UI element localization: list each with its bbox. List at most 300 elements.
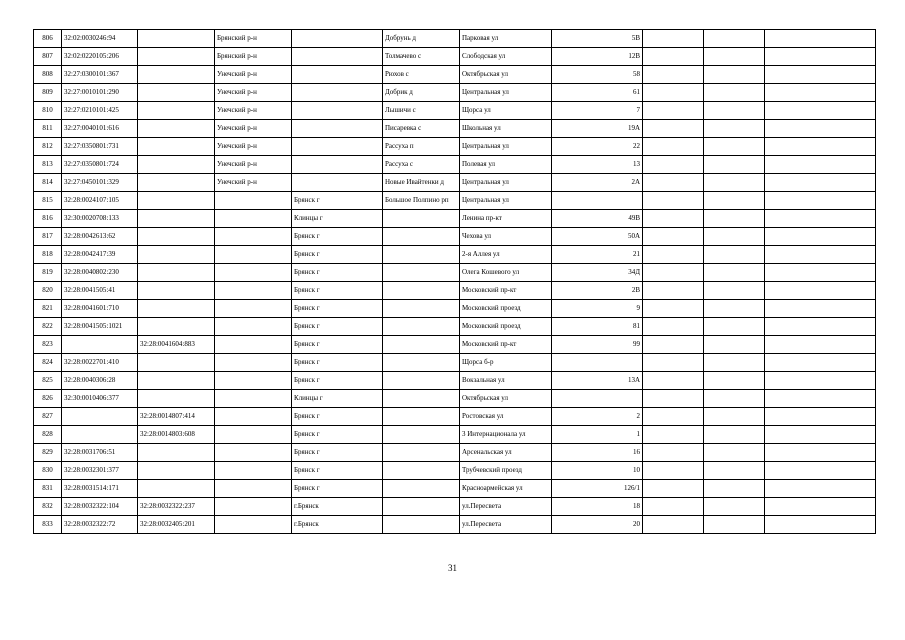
settlement-cell: Лышичи с xyxy=(383,102,460,120)
cadastral-number-2-cell xyxy=(138,102,215,120)
district-cell xyxy=(215,390,292,408)
cadastral-number-cell: 32:27:0350801:724 xyxy=(62,156,138,174)
cadastral-number-2-cell xyxy=(138,174,215,192)
house-cell: 50А xyxy=(552,228,643,246)
district-cell xyxy=(215,462,292,480)
settlement-cell xyxy=(383,480,460,498)
city-cell: Брянск г xyxy=(292,264,383,282)
street-cell: Ленина пр-кт xyxy=(460,210,552,228)
district-cell xyxy=(215,372,292,390)
cadastral-number-cell: 32:28:0031706:51 xyxy=(62,444,138,462)
settlement-cell: Добрунь д xyxy=(383,30,460,48)
settlement-cell xyxy=(383,282,460,300)
empty-cell xyxy=(704,48,765,66)
city-cell: Брянск г xyxy=(292,462,383,480)
cadastral-number-2-cell xyxy=(138,282,215,300)
house-cell: 12В xyxy=(552,48,643,66)
cadastral-number-cell: 32:02:0030246:94 xyxy=(62,30,138,48)
empty-cell xyxy=(765,444,876,462)
empty-cell xyxy=(704,156,765,174)
district-cell: Унечский р-н xyxy=(215,84,292,102)
empty-cell xyxy=(643,372,704,390)
house-cell: 2 xyxy=(552,408,643,426)
settlement-cell xyxy=(383,264,460,282)
district-cell xyxy=(215,282,292,300)
row-number-cell: 818 xyxy=(34,246,62,264)
street-cell: Щорса ул xyxy=(460,102,552,120)
empty-cell xyxy=(765,462,876,480)
district-cell: Унечский р-н xyxy=(215,120,292,138)
city-cell: Клинцы г xyxy=(292,390,383,408)
cadastral-number-2-cell xyxy=(138,30,215,48)
settlement-cell: Большое Полпино рп xyxy=(383,192,460,210)
row-number-cell: 811 xyxy=(34,120,62,138)
empty-cell xyxy=(704,192,765,210)
house-cell xyxy=(552,192,643,210)
empty-cell xyxy=(765,336,876,354)
cadastral-number-cell: 32:28:0042613:62 xyxy=(62,228,138,246)
street-cell: Октябрьская ул xyxy=(460,66,552,84)
table-row xyxy=(34,210,876,228)
settlement-cell xyxy=(383,444,460,462)
city-cell: Брянск г xyxy=(292,354,383,372)
house-cell xyxy=(552,354,643,372)
empty-cell xyxy=(643,462,704,480)
city-cell xyxy=(292,156,383,174)
empty-cell xyxy=(704,336,765,354)
city-cell: Брянск г xyxy=(292,372,383,390)
empty-cell xyxy=(765,84,876,102)
empty-cell xyxy=(704,30,765,48)
settlement-cell: Новые Ивайтенки д xyxy=(383,174,460,192)
house-cell: 99 xyxy=(552,336,643,354)
empty-cell xyxy=(643,120,704,138)
district-cell xyxy=(215,408,292,426)
district-cell xyxy=(215,354,292,372)
house-cell: 2В xyxy=(552,282,643,300)
table-row xyxy=(34,408,876,426)
empty-cell xyxy=(704,84,765,102)
cadastral-number-2-cell: 32:28:0014803:608 xyxy=(138,426,215,444)
city-cell: Брянск г xyxy=(292,336,383,354)
table-row xyxy=(34,282,876,300)
district-cell xyxy=(215,480,292,498)
row-number-cell: 823 xyxy=(34,336,62,354)
cadastral-number-cell: 32:28:0040306:28 xyxy=(62,372,138,390)
district-cell: Унечский р-н xyxy=(215,156,292,174)
house-cell: 19А xyxy=(552,120,643,138)
street-cell: Красноармейская ул xyxy=(460,480,552,498)
empty-cell xyxy=(765,390,876,408)
settlement-cell: Рассуха с xyxy=(383,156,460,174)
empty-cell xyxy=(704,264,765,282)
cadastral-number-2-cell xyxy=(138,120,215,138)
cadastral-number-2-cell xyxy=(138,462,215,480)
empty-cell xyxy=(643,156,704,174)
table-row xyxy=(34,138,876,156)
empty-cell xyxy=(704,228,765,246)
cadastral-number-2-cell xyxy=(138,390,215,408)
city-cell: Брянск г xyxy=(292,192,383,210)
table-row xyxy=(34,354,876,372)
district-cell: Брянский р-н xyxy=(215,48,292,66)
table-row xyxy=(34,480,876,498)
district-cell xyxy=(215,210,292,228)
empty-cell xyxy=(765,156,876,174)
street-cell: Слободская ул xyxy=(460,48,552,66)
row-number-cell: 815 xyxy=(34,192,62,210)
house-cell: 2А xyxy=(552,174,643,192)
cadastral-number-2-cell xyxy=(138,84,215,102)
street-cell: 2-я Аллея ул xyxy=(460,246,552,264)
cadastral-number-cell: 32:02:0220105:206 xyxy=(62,48,138,66)
empty-cell xyxy=(765,426,876,444)
district-cell xyxy=(215,516,292,534)
city-cell: Брянск г xyxy=(292,408,383,426)
table-row xyxy=(34,426,876,444)
empty-cell xyxy=(643,282,704,300)
empty-cell xyxy=(643,192,704,210)
street-cell: Полевая ул xyxy=(460,156,552,174)
city-cell: г.Брянск xyxy=(292,516,383,534)
house-cell: 21 xyxy=(552,246,643,264)
cadastral-number-2-cell xyxy=(138,192,215,210)
empty-cell xyxy=(643,210,704,228)
cadastral-number-2-cell: 32:28:0041604:883 xyxy=(138,336,215,354)
house-cell: 9 xyxy=(552,300,643,318)
empty-cell xyxy=(643,246,704,264)
cadastral-number-cell xyxy=(62,408,138,426)
street-cell: Школьная ул xyxy=(460,120,552,138)
empty-cell xyxy=(765,408,876,426)
empty-cell xyxy=(643,228,704,246)
city-cell xyxy=(292,174,383,192)
row-number-cell: 813 xyxy=(34,156,62,174)
settlement-cell xyxy=(383,426,460,444)
cadastral-number-cell: 32:28:0041505:1021 xyxy=(62,318,138,336)
empty-cell xyxy=(643,300,704,318)
row-number-cell: 807 xyxy=(34,48,62,66)
district-cell xyxy=(215,246,292,264)
row-number-cell: 829 xyxy=(34,444,62,462)
table-row xyxy=(34,444,876,462)
empty-cell xyxy=(704,282,765,300)
cadastral-number-2-cell xyxy=(138,318,215,336)
district-cell xyxy=(215,498,292,516)
empty-cell xyxy=(704,462,765,480)
table-row xyxy=(34,246,876,264)
page-number: 31 xyxy=(448,563,457,573)
district-cell xyxy=(215,300,292,318)
settlement-cell xyxy=(383,390,460,408)
table-row xyxy=(34,66,876,84)
street-cell: Центральная ул xyxy=(460,138,552,156)
street-cell: Центральная ул xyxy=(460,174,552,192)
empty-cell xyxy=(704,246,765,264)
empty-cell xyxy=(765,372,876,390)
empty-cell xyxy=(765,174,876,192)
table-row xyxy=(34,84,876,102)
empty-cell xyxy=(643,48,704,66)
empty-cell xyxy=(765,138,876,156)
cadastral-number-cell: 32:28:0040802:230 xyxy=(62,264,138,282)
district-cell: Унечский р-н xyxy=(215,174,292,192)
cadastral-number-2-cell: 32:28:0014807:414 xyxy=(138,408,215,426)
street-cell: Московский проезд xyxy=(460,300,552,318)
table-row xyxy=(34,30,876,48)
settlement-cell: Рассуха п xyxy=(383,138,460,156)
street-cell: Трубчевский проезд xyxy=(460,462,552,480)
empty-cell xyxy=(704,318,765,336)
street-cell: Щорса б-р xyxy=(460,354,552,372)
city-cell: Брянск г xyxy=(292,318,383,336)
settlement-cell: Добрик д xyxy=(383,84,460,102)
empty-cell xyxy=(704,390,765,408)
district-cell xyxy=(215,192,292,210)
street-cell: Московский пр-кт xyxy=(460,282,552,300)
empty-cell xyxy=(643,30,704,48)
empty-cell xyxy=(765,102,876,120)
street-cell: Парковая ул xyxy=(460,30,552,48)
row-number-cell: 819 xyxy=(34,264,62,282)
row-number-cell: 833 xyxy=(34,516,62,534)
empty-cell xyxy=(765,66,876,84)
district-cell: Унечский р-н xyxy=(215,66,292,84)
district-cell xyxy=(215,318,292,336)
house-cell: 5В xyxy=(552,30,643,48)
cadastral-number-2-cell xyxy=(138,264,215,282)
settlement-cell xyxy=(383,318,460,336)
empty-cell xyxy=(704,426,765,444)
settlement-cell xyxy=(383,336,460,354)
house-cell xyxy=(552,390,643,408)
city-cell: Брянск г xyxy=(292,246,383,264)
cadastral-number-cell: 32:30:0020708:133 xyxy=(62,210,138,228)
street-cell: Центральная ул xyxy=(460,84,552,102)
empty-cell xyxy=(765,318,876,336)
row-number-cell: 830 xyxy=(34,462,62,480)
cadastral-number-2-cell xyxy=(138,210,215,228)
house-cell: 10 xyxy=(552,462,643,480)
empty-cell xyxy=(765,354,876,372)
register-table xyxy=(33,29,876,534)
empty-cell xyxy=(643,102,704,120)
empty-cell xyxy=(643,336,704,354)
empty-cell xyxy=(765,246,876,264)
street-cell: 3 Интернационала ул xyxy=(460,426,552,444)
empty-cell xyxy=(643,498,704,516)
cadastral-number-2-cell xyxy=(138,372,215,390)
settlement-cell: Рюхов с xyxy=(383,66,460,84)
city-cell xyxy=(292,102,383,120)
cadastral-number-cell: 32:28:0024107:105 xyxy=(62,192,138,210)
cadastral-number-cell: 32:27:0350801:731 xyxy=(62,138,138,156)
settlement-cell xyxy=(383,498,460,516)
city-cell: г.Брянск xyxy=(292,498,383,516)
empty-cell xyxy=(643,516,704,534)
street-cell: Октябрьская ул xyxy=(460,390,552,408)
house-cell: 16 xyxy=(552,444,643,462)
house-cell: 22 xyxy=(552,138,643,156)
city-cell: Брянск г xyxy=(292,282,383,300)
empty-cell xyxy=(643,84,704,102)
district-cell xyxy=(215,228,292,246)
row-number-cell: 824 xyxy=(34,354,62,372)
empty-cell xyxy=(704,300,765,318)
street-cell: Московский пр-кт xyxy=(460,336,552,354)
city-cell xyxy=(292,84,383,102)
empty-cell xyxy=(643,444,704,462)
table-row xyxy=(34,390,876,408)
table-row xyxy=(34,192,876,210)
settlement-cell xyxy=(383,228,460,246)
row-number-cell: 816 xyxy=(34,210,62,228)
cadastral-number-cell: 32:27:0010101:290 xyxy=(62,84,138,102)
settlement-cell: Толмачево с xyxy=(383,48,460,66)
empty-cell xyxy=(643,264,704,282)
house-cell: 20 xyxy=(552,516,643,534)
district-cell xyxy=(215,426,292,444)
row-number-cell: 825 xyxy=(34,372,62,390)
cadastral-number-cell: 32:27:0450101:329 xyxy=(62,174,138,192)
empty-cell xyxy=(704,174,765,192)
settlement-cell xyxy=(383,246,460,264)
empty-cell xyxy=(643,390,704,408)
empty-cell xyxy=(765,120,876,138)
house-cell: 61 xyxy=(552,84,643,102)
table-row xyxy=(34,156,876,174)
empty-cell xyxy=(765,48,876,66)
table-row xyxy=(34,174,876,192)
empty-cell xyxy=(704,408,765,426)
empty-cell xyxy=(643,426,704,444)
street-cell: Центральная ул xyxy=(460,192,552,210)
row-number-cell: 826 xyxy=(34,390,62,408)
house-cell: 1 xyxy=(552,426,643,444)
empty-cell xyxy=(765,516,876,534)
table-row xyxy=(34,48,876,66)
street-cell: Ростовская ул xyxy=(460,408,552,426)
table-row xyxy=(34,120,876,138)
city-cell xyxy=(292,120,383,138)
cadastral-number-2-cell: 32:28:0032322:237 xyxy=(138,498,215,516)
city-cell: Брянск г xyxy=(292,444,383,462)
cadastral-number-cell: 32:27:0210101:425 xyxy=(62,102,138,120)
district-cell xyxy=(215,444,292,462)
settlement-cell: Писаревка с xyxy=(383,120,460,138)
row-number-cell: 831 xyxy=(34,480,62,498)
cadastral-number-cell: 32:30:0010406:377 xyxy=(62,390,138,408)
settlement-cell xyxy=(383,516,460,534)
row-number-cell: 827 xyxy=(34,408,62,426)
settlement-cell xyxy=(383,210,460,228)
cadastral-number-cell: 32:28:0032322:104 xyxy=(62,498,138,516)
district-cell xyxy=(215,264,292,282)
empty-cell xyxy=(765,264,876,282)
street-cell: Вокзальная ул xyxy=(460,372,552,390)
cadastral-number-cell: 32:27:0300101:367 xyxy=(62,66,138,84)
cadastral-number-cell xyxy=(62,426,138,444)
table-row xyxy=(34,102,876,120)
empty-cell xyxy=(704,120,765,138)
table-row xyxy=(34,228,876,246)
row-number-cell: 808 xyxy=(34,66,62,84)
cadastral-number-2-cell xyxy=(138,228,215,246)
cadastral-number-2-cell xyxy=(138,300,215,318)
house-cell: 81 xyxy=(552,318,643,336)
empty-cell xyxy=(765,210,876,228)
row-number-cell: 822 xyxy=(34,318,62,336)
empty-cell xyxy=(765,480,876,498)
table-row xyxy=(34,372,876,390)
cadastral-number-cell: 32:27:0040101:616 xyxy=(62,120,138,138)
house-cell: 13 xyxy=(552,156,643,174)
row-number-cell: 814 xyxy=(34,174,62,192)
cadastral-number-cell xyxy=(62,336,138,354)
city-cell xyxy=(292,138,383,156)
cadastral-number-cell: 32:28:0032322:72 xyxy=(62,516,138,534)
district-cell: Унечский р-н xyxy=(215,138,292,156)
cadastral-number-2-cell xyxy=(138,354,215,372)
row-number-cell: 817 xyxy=(34,228,62,246)
row-number-cell: 821 xyxy=(34,300,62,318)
cadastral-number-cell: 32:28:0031514:171 xyxy=(62,480,138,498)
settlement-cell xyxy=(383,354,460,372)
empty-cell xyxy=(643,480,704,498)
empty-cell xyxy=(704,444,765,462)
row-number-cell: 809 xyxy=(34,84,62,102)
city-cell: Брянск г xyxy=(292,228,383,246)
house-cell: 58 xyxy=(552,66,643,84)
street-cell: Олега Кошевого ул xyxy=(460,264,552,282)
row-number-cell: 832 xyxy=(34,498,62,516)
district-cell: Унечский р-н xyxy=(215,102,292,120)
street-cell: ул.Пересвета xyxy=(460,516,552,534)
empty-cell xyxy=(704,102,765,120)
empty-cell xyxy=(704,372,765,390)
empty-cell xyxy=(765,498,876,516)
table-row xyxy=(34,498,876,516)
cadastral-number-2-cell: 32:28:0032405:201 xyxy=(138,516,215,534)
empty-cell xyxy=(643,318,704,336)
table-row xyxy=(34,300,876,318)
row-number-cell: 810 xyxy=(34,102,62,120)
house-cell: 126/1 xyxy=(552,480,643,498)
empty-cell xyxy=(704,354,765,372)
settlement-cell xyxy=(383,372,460,390)
empty-cell xyxy=(704,480,765,498)
district-cell: Брянский р-н xyxy=(215,30,292,48)
empty-cell xyxy=(765,228,876,246)
empty-cell xyxy=(643,174,704,192)
city-cell: Клинцы г xyxy=(292,210,383,228)
city-cell xyxy=(292,30,383,48)
row-number-cell: 812 xyxy=(34,138,62,156)
table-row xyxy=(34,462,876,480)
register-body xyxy=(34,30,876,534)
empty-cell xyxy=(765,282,876,300)
empty-cell xyxy=(704,138,765,156)
city-cell xyxy=(292,66,383,84)
cadastral-number-cell: 32:28:0032301:377 xyxy=(62,462,138,480)
settlement-cell xyxy=(383,408,460,426)
house-cell: 34Д xyxy=(552,264,643,282)
table-row xyxy=(34,318,876,336)
empty-cell xyxy=(643,408,704,426)
city-cell: Брянск г xyxy=(292,426,383,444)
cadastral-number-cell: 32:28:0022701:410 xyxy=(62,354,138,372)
cadastral-number-2-cell xyxy=(138,48,215,66)
